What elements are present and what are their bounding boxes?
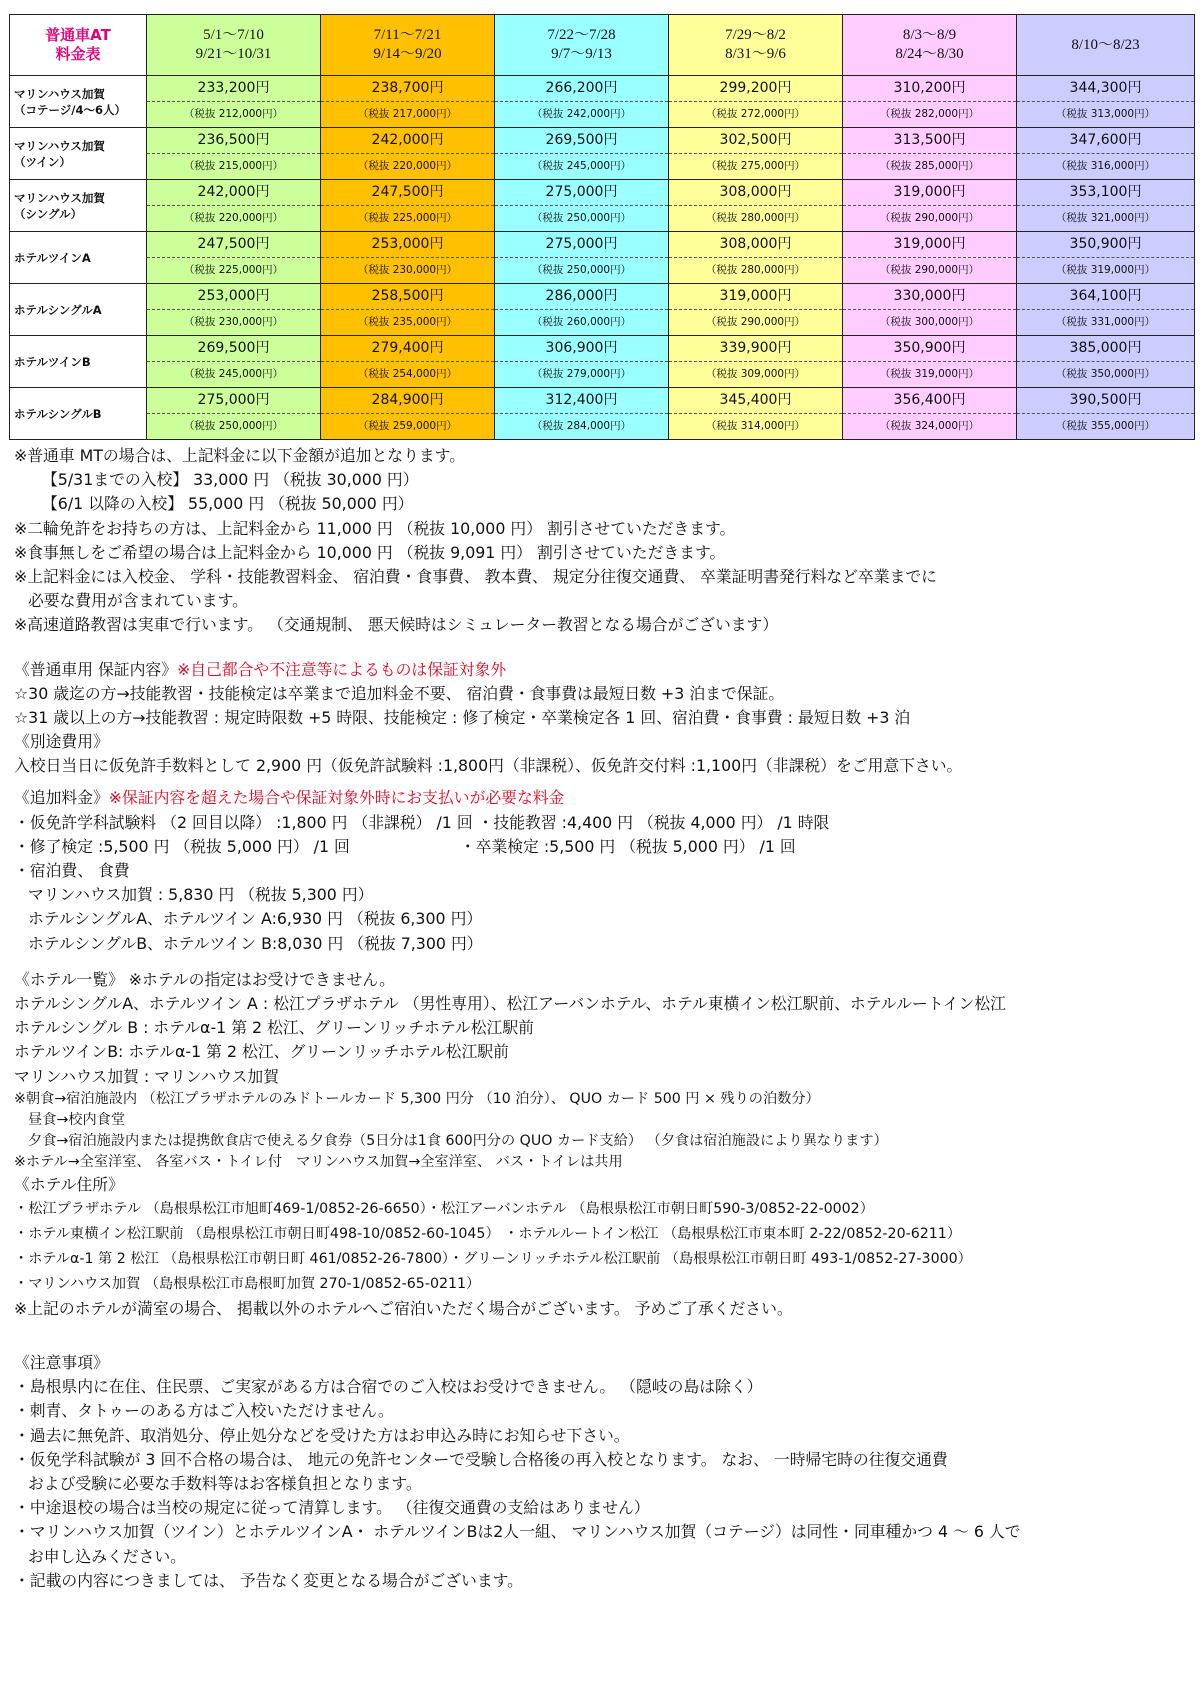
room-type: ホテルツインB xyxy=(14,354,91,369)
price-excl-tax: （税抜 290,000円） xyxy=(705,316,806,328)
price-incl-tax: 390,500円 xyxy=(1017,388,1194,414)
caution-item: ・マリンハウス加賀（ツイン）とホテルツインA・ ホテルツインBは2人一組、 マリンハウス加賀（コテージ）は同性・同車種かつ 4 ～ 6 人で xyxy=(14,1522,1021,1542)
price-cell xyxy=(321,232,495,284)
price-incl-tax: 356,400円 xyxy=(843,388,1016,414)
price-incl-tax: 275,000円 xyxy=(495,232,668,258)
price-cell xyxy=(147,180,321,232)
price-cell xyxy=(321,180,495,232)
price-incl-tax: 253,000円 xyxy=(321,232,494,258)
price-incl-tax: 350,900円 xyxy=(1017,232,1194,258)
column-header xyxy=(669,15,843,76)
price-incl-tax: 302,500円 xyxy=(669,128,842,154)
price-cell xyxy=(843,336,1017,388)
price-excl-tax: （税抜 290,000円） xyxy=(879,212,980,224)
price-incl-tax: 258,500円 xyxy=(321,284,494,310)
row-label xyxy=(10,284,147,336)
caution-item: お申し込みください。 xyxy=(28,1546,186,1566)
price-incl-tax: 347,600円 xyxy=(1017,128,1194,154)
price-incl-tax: 353,100円 xyxy=(1017,180,1194,206)
corner-line-2: 料金表 xyxy=(55,45,101,63)
price-cell xyxy=(495,284,669,336)
row-label xyxy=(10,336,147,388)
price-incl-tax: 319,000円 xyxy=(843,180,1016,206)
price-excl-tax: （税抜 250,000円） xyxy=(531,212,632,224)
room-type: マリンハウス加賀 xyxy=(14,138,105,153)
price-excl-tax: （税抜 260,000円） xyxy=(531,316,632,328)
price-cell xyxy=(321,128,495,180)
price-cell xyxy=(1017,284,1195,336)
price-incl-tax: 313,500円 xyxy=(843,128,1016,154)
separate-fees-text: 入校日当日に仮免許手数料として 2,900 円（仮免許試験料 :1,800円（非課税）、仮免許交付料 :1,100円（非課税）をご用意下さい。 xyxy=(14,756,963,776)
price-excl-tax: （税抜 280,000円） xyxy=(705,212,806,224)
includes-note: ※上記料金には入校金、 学科・技能教習料金、 宿泊費・食事費、 教本費、 規定分往復交通費、 卒業証明書発行料など卒業までに xyxy=(14,566,937,586)
meal-note: ※朝食→宿泊施設内 （松江プラザホテルのみドトールカード 5,300 円分 （10 泊分）、 QUO カード 500 円 × 残りの泊数分） xyxy=(14,1090,820,1107)
column-header xyxy=(843,15,1017,76)
caution-item: ・仮免学科試験が 3 回不合格の場合は、 地元の免許センターで受験し合格後の再入校となります。 なお、 一時帰宅時の往復交通費 xyxy=(14,1449,948,1469)
period-line-1: 5/1～7/10 xyxy=(203,27,264,43)
price-incl-tax: 253,000円 xyxy=(147,284,320,310)
price-incl-tax: 344,300円 xyxy=(1017,76,1194,102)
additional-line: マリンハウス加賀 : 5,830 円 （税抜 5,300 円） xyxy=(28,885,374,905)
completion-test-fee: ・修了検定 :5,500 円 （税抜 5,000 円） /1 回 xyxy=(14,836,350,856)
price-excl-tax: （税抜 217,000円） xyxy=(357,108,458,120)
price-excl-tax: （税抜 250,000円） xyxy=(531,264,632,276)
price-cell xyxy=(147,284,321,336)
price-incl-tax: 308,000円 xyxy=(669,180,842,206)
price-excl-tax: （税抜 225,000円） xyxy=(183,264,284,276)
full-hotel-note: ※上記のホテルが満室の場合、 掲載以外のホテルへご宿泊いただく場合がございます。 予めご了承ください。 xyxy=(14,1298,793,1318)
price-incl-tax: 308,000円 xyxy=(669,232,842,258)
price-cell xyxy=(669,232,843,284)
price-excl-tax: （税抜 230,000円） xyxy=(183,316,284,328)
price-cell xyxy=(321,284,495,336)
additional-title: 《追加料金》 xyxy=(14,788,109,808)
price-cell xyxy=(495,76,669,128)
price-cell xyxy=(495,232,669,284)
price-excl-tax: （税抜 285,000円） xyxy=(879,160,980,172)
price-incl-tax: 242,000円 xyxy=(147,180,320,206)
price-incl-tax: 284,900円 xyxy=(321,388,494,414)
price-incl-tax: 319,000円 xyxy=(669,284,842,310)
additional-subtitle: ※保証内容を超えた場合や保証対象外時にお支払いが必要な料金 xyxy=(108,788,565,808)
additional-line: ホテルシングルB、ホテルツイン B:8,030 円 （税抜 7,300 円） xyxy=(28,933,483,953)
price-incl-tax: 385,000円 xyxy=(1017,336,1194,362)
price-cell xyxy=(843,284,1017,336)
price-cell xyxy=(321,336,495,388)
row-label xyxy=(10,388,147,440)
price-excl-tax: （税抜 280,000円） xyxy=(705,264,806,276)
price-excl-tax: （税抜 321,000円） xyxy=(1055,212,1156,224)
additional-line xyxy=(14,835,1194,859)
price-incl-tax: 238,700円 xyxy=(321,76,494,102)
price-excl-tax: （税抜 254,000円） xyxy=(357,368,458,380)
caution-item: および受験に必要な手数料等はお客様負担となります。 xyxy=(28,1474,422,1493)
period-line-1: 7/29～8/2 xyxy=(725,27,786,43)
table-row xyxy=(10,388,1195,440)
price-cell xyxy=(669,388,843,440)
room-detail: （コテージ/4～6人） xyxy=(14,102,126,117)
price-excl-tax: （税抜 230,000円） xyxy=(357,264,458,276)
price-incl-tax: 330,000円 xyxy=(843,284,1016,310)
period-line-2: 9/7～9/13 xyxy=(551,46,612,62)
price-table xyxy=(9,14,1195,440)
table-row xyxy=(10,284,1195,336)
additional-line: ・宿泊費、 食費 xyxy=(14,861,130,880)
price-excl-tax: （税抜 215,000円） xyxy=(183,160,284,172)
price-excl-tax: （税抜 282,000円） xyxy=(879,108,980,120)
caution-item: ・刺青、タトゥーのある方はご入校いただけません。 xyxy=(14,1401,394,1421)
price-excl-tax: （税抜 279,000円） xyxy=(531,368,632,380)
price-incl-tax: 299,200円 xyxy=(669,76,842,102)
price-incl-tax: 275,000円 xyxy=(147,388,320,414)
price-incl-tax: 247,500円 xyxy=(321,180,494,206)
period-line-1: 7/11～7/21 xyxy=(373,27,442,43)
period-line-2: 9/21～10/31 xyxy=(195,46,272,62)
price-excl-tax: （税抜 250,000円） xyxy=(183,420,284,432)
caution-item: ・記載の内容につきましては、 予告なく変更となる場合がございます。 xyxy=(14,1570,523,1590)
table-row xyxy=(10,232,1195,284)
price-cell xyxy=(669,336,843,388)
column-header xyxy=(495,15,669,76)
price-incl-tax: 345,400円 xyxy=(669,388,842,414)
guarantee-under-30: ☆30 歳迄の方→技能教習・技能検定は卒業まで追加料金不要、 宿泊費・食事費は最短日数 +3 泊まで保証。 xyxy=(14,683,785,703)
period-line-1: 8/3～8/9 xyxy=(902,27,957,43)
graduation-test-fee: ・卒業検定 :5,500 円 （税抜 5,000 円） /1 回 xyxy=(459,836,796,856)
hotel-list-line: ホテルシングルA、ホテルツイン A : 松江プラザホテル （男性専用）、松江アーバンホテル、ホテル東横イン松江駅前、ホテルルートイン松江 xyxy=(14,993,1006,1013)
guarantee-over-31: ☆31 歳以上の方→技能教習 : 規定時限数 +5 時限、技能検定 : 修了検定・卒業検定各 1 回、宿泊費・食事費 : 最短日数 +3 泊 xyxy=(14,707,911,727)
hotel-address: ・マリンハウス加賀 （島根県松江市島根町加賀 270-1/0852-65-0211） xyxy=(14,1275,481,1292)
period-line-1: 8/10～8/23 xyxy=(1071,36,1140,53)
room-type: ホテルシングルB xyxy=(14,406,102,421)
column-header xyxy=(321,15,495,76)
guarantee-heading xyxy=(14,658,1194,682)
price-cell xyxy=(147,76,321,128)
separate-fees-title: 《別途費用》 xyxy=(14,732,109,752)
price-cell xyxy=(147,336,321,388)
corner-line-1: 普通車AT xyxy=(45,26,111,44)
price-excl-tax: （税抜 331,000円） xyxy=(1055,316,1156,328)
room-type: マリンハウス加賀 xyxy=(14,190,105,205)
price-excl-tax: （税抜 319,000円） xyxy=(1055,264,1156,276)
price-incl-tax: 306,900円 xyxy=(495,336,668,362)
room-type: ホテルツインA xyxy=(14,250,91,265)
hotel-address: ・松江プラザホテル （島根県松江市旭町469-1/0852-26-6650）・松江アーバンホテル （島根県松江市朝日町590-3/0852-22-0002） xyxy=(14,1200,874,1217)
price-incl-tax: 312,400円 xyxy=(495,388,668,414)
price-cell xyxy=(1017,336,1195,388)
notes-section xyxy=(14,444,1194,1593)
hotel-address: ・ホテルα-1 第 2 松江 （島根県松江市朝日町 461/0852-26-7800）・グリーンリッチホテル松江駅前 （島根県松江市朝日町 493-1/0852-27-3000） xyxy=(14,1250,972,1267)
price-cell xyxy=(669,76,843,128)
price-excl-tax: （税抜 314,000円） xyxy=(705,420,806,432)
meal-note: 夕食→宿泊施設内または提携飲食店で使える夕食券（5日分は1食 600円分の QUO カード支給） （夕食は宿泊施設により異なります） xyxy=(28,1132,888,1149)
price-incl-tax: 269,500円 xyxy=(147,336,320,362)
table-row xyxy=(10,128,1195,180)
price-cell xyxy=(843,232,1017,284)
price-excl-tax: （税抜 275,000円） xyxy=(705,160,806,172)
price-excl-tax: （税抜 290,000円） xyxy=(879,264,980,276)
meal-note: 昼食→校内食堂 xyxy=(28,1111,126,1128)
price-excl-tax: （税抜 212,000円） xyxy=(183,108,284,120)
two-wheel-note: ※二輪免許をお持ちの方は、上記料金から 11,000 円 （税抜 10,000 円） 割引させていただきます。 xyxy=(14,518,736,538)
price-excl-tax: （税抜 319,000円） xyxy=(879,368,980,380)
additional-line: ホテルシングルA、ホテルツイン A:6,930 円 （税抜 6,300 円） xyxy=(28,909,483,929)
price-cell xyxy=(147,232,321,284)
price-incl-tax: 350,900円 xyxy=(843,336,1016,362)
price-incl-tax: 319,000円 xyxy=(843,232,1016,258)
room-type: マリンハウス加賀 xyxy=(14,86,105,101)
table-row xyxy=(10,76,1195,128)
period-line-2: 8/31～9/6 xyxy=(725,46,786,62)
price-incl-tax: 286,000円 xyxy=(495,284,668,310)
price-excl-tax: （税抜 300,000円） xyxy=(879,316,980,328)
mt-note: ※普通車 MTの場合は、上記料金に以下金額が追加となります。 xyxy=(14,446,465,465)
price-cell xyxy=(669,180,843,232)
additional-heading xyxy=(14,786,1194,810)
price-excl-tax: （税抜 220,000円） xyxy=(357,160,458,172)
hotel-address: ・ホテル東横イン松江駅前 （島根県松江市朝日町498-10/0852-60-1045） ・ホテルルートイン松江 （島根県松江市東本町 2-22/0852-20-6211） xyxy=(14,1225,962,1242)
price-excl-tax: （税抜 235,000円） xyxy=(357,316,458,328)
period-line-2: 9/14～9/20 xyxy=(373,46,442,62)
no-meal-note: ※食事無しをご希望の場合は上記料金から 10,000 円 （税抜 9,091 円） 割引させていただきます。 xyxy=(14,542,726,562)
price-cell xyxy=(669,128,843,180)
row-label xyxy=(10,232,147,284)
price-cell xyxy=(1017,232,1195,284)
price-cell xyxy=(843,388,1017,440)
price-incl-tax: 310,200円 xyxy=(843,76,1016,102)
hotel-list-title: 《ホテル一覧》 ※ホテルの指定はお受けできません。 xyxy=(14,969,395,989)
room-note: ※ホテル→全室洋室、 各室バス・トイレ付 マリンハウス加賀→全室洋室、 バス・トイレは共用 xyxy=(14,1153,623,1170)
price-incl-tax: 266,200円 xyxy=(495,76,668,102)
period-line-2: 8/24～8/30 xyxy=(895,46,964,62)
column-header xyxy=(1017,15,1195,76)
price-excl-tax: （税抜 225,000円） xyxy=(357,212,458,224)
table-corner-title xyxy=(10,15,147,76)
price-excl-tax: （税抜 316,000円） xyxy=(1055,160,1156,172)
caution-item: ・島根県内に在住、住民票、ご実家がある方は合宿でのご入校はお受けできません。 （隠岐の島は除く） xyxy=(14,1377,763,1397)
price-incl-tax: 236,500円 xyxy=(147,128,320,154)
price-cell xyxy=(321,76,495,128)
price-cell xyxy=(1017,76,1195,128)
price-incl-tax: 364,100円 xyxy=(1017,284,1194,310)
room-detail: （ツイン） xyxy=(14,154,71,169)
period-line-1: 7/22～7/28 xyxy=(547,27,616,43)
hotel-list-line: ホテルツインB: ホテルα-1 第 2 松江、グリーンリッチホテル松江駅前 xyxy=(14,1042,509,1062)
price-cell xyxy=(147,388,321,440)
price-excl-tax: （税抜 220,000円） xyxy=(183,212,284,224)
guarantee-exclusion: ※自己都合や不注意等によるものは保証対象外 xyxy=(177,659,507,679)
price-cell xyxy=(1017,128,1195,180)
price-excl-tax: （税抜 245,000円） xyxy=(183,368,284,380)
price-excl-tax: （税抜 284,000円） xyxy=(531,420,632,432)
includes-note-2: 必要な費用が含まれています。 xyxy=(28,591,248,611)
price-incl-tax: 275,000円 xyxy=(495,180,668,206)
price-cell xyxy=(147,128,321,180)
caution-title: 《注意事項》 xyxy=(14,1353,109,1373)
hotel-address-title: 《ホテル住所》 xyxy=(14,1174,124,1194)
highway-note: ※高速道路教習は実車で行います。 （交通規制、 悪天候時はシミュレーター教習となる場合がございます） xyxy=(14,615,779,635)
price-excl-tax: （税抜 272,000円） xyxy=(705,108,806,120)
price-cell xyxy=(1017,388,1195,440)
table-header-row xyxy=(10,15,1195,76)
table-row xyxy=(10,336,1195,388)
price-cell xyxy=(495,336,669,388)
mt-before-note: 【5/31までの入校】 33,000 円 （税抜 30,000 円） xyxy=(42,470,419,490)
price-cell xyxy=(843,76,1017,128)
hotel-list-line: マリンハウス加賀 : マリンハウス加賀 xyxy=(14,1066,279,1086)
price-incl-tax: 269,500円 xyxy=(495,128,668,154)
price-cell xyxy=(669,284,843,336)
room-detail: （シングル） xyxy=(14,206,83,221)
price-excl-tax: （税抜 245,000円） xyxy=(531,160,632,172)
price-cell xyxy=(1017,180,1195,232)
price-excl-tax: （税抜 324,000円） xyxy=(879,420,980,432)
price-cell xyxy=(495,128,669,180)
mt-after-note: 【6/1 以降の入校】 55,000 円 （税抜 50,000 円） xyxy=(42,494,414,514)
price-excl-tax: （税抜 259,000円） xyxy=(357,420,458,432)
price-incl-tax: 279,400円 xyxy=(321,336,494,362)
price-cell xyxy=(843,128,1017,180)
price-excl-tax: （税抜 355,000円） xyxy=(1055,420,1156,432)
caution-item: ・中途退校の場合は当校の規定に従って清算します。 （往復交通費の支給はありません） xyxy=(14,1498,650,1518)
price-excl-tax: （税抜 313,000円） xyxy=(1055,108,1156,120)
caution-item: ・過去に無免許、取消処分、停止処分などを受けた方はお申込み時にお知らせ下さい。 xyxy=(14,1425,630,1445)
price-incl-tax: 233,200円 xyxy=(147,76,320,102)
column-header xyxy=(147,15,321,76)
row-label xyxy=(10,128,147,180)
table-row xyxy=(10,180,1195,232)
additional-line: ・仮免許学科試験料 （2 回目以降） :1,800 円 （非課税） /1 回 ・技能教習 :4,400 円 （税抜 4,000 円） /1 時限 xyxy=(14,812,830,832)
price-cell xyxy=(843,180,1017,232)
price-incl-tax: 339,900円 xyxy=(669,336,842,362)
price-excl-tax: （税抜 242,000円） xyxy=(531,108,632,120)
price-cell xyxy=(495,388,669,440)
price-incl-tax: 247,500円 xyxy=(147,232,320,258)
row-label xyxy=(10,180,147,232)
room-type: ホテルシングルA xyxy=(14,302,102,317)
row-label xyxy=(10,76,147,128)
guarantee-title: 《普通車用 保証内容》 xyxy=(14,659,177,679)
price-excl-tax: （税抜 350,000円） xyxy=(1055,368,1156,380)
hotel-list-line: ホテルシングル B : ホテルα-1 第 2 松江、グリーンリッチホテル松江駅前 xyxy=(14,1018,534,1038)
price-excl-tax: （税抜 309,000円） xyxy=(705,368,806,380)
price-incl-tax: 242,000円 xyxy=(321,128,494,154)
price-cell xyxy=(495,180,669,232)
price-cell xyxy=(321,388,495,440)
